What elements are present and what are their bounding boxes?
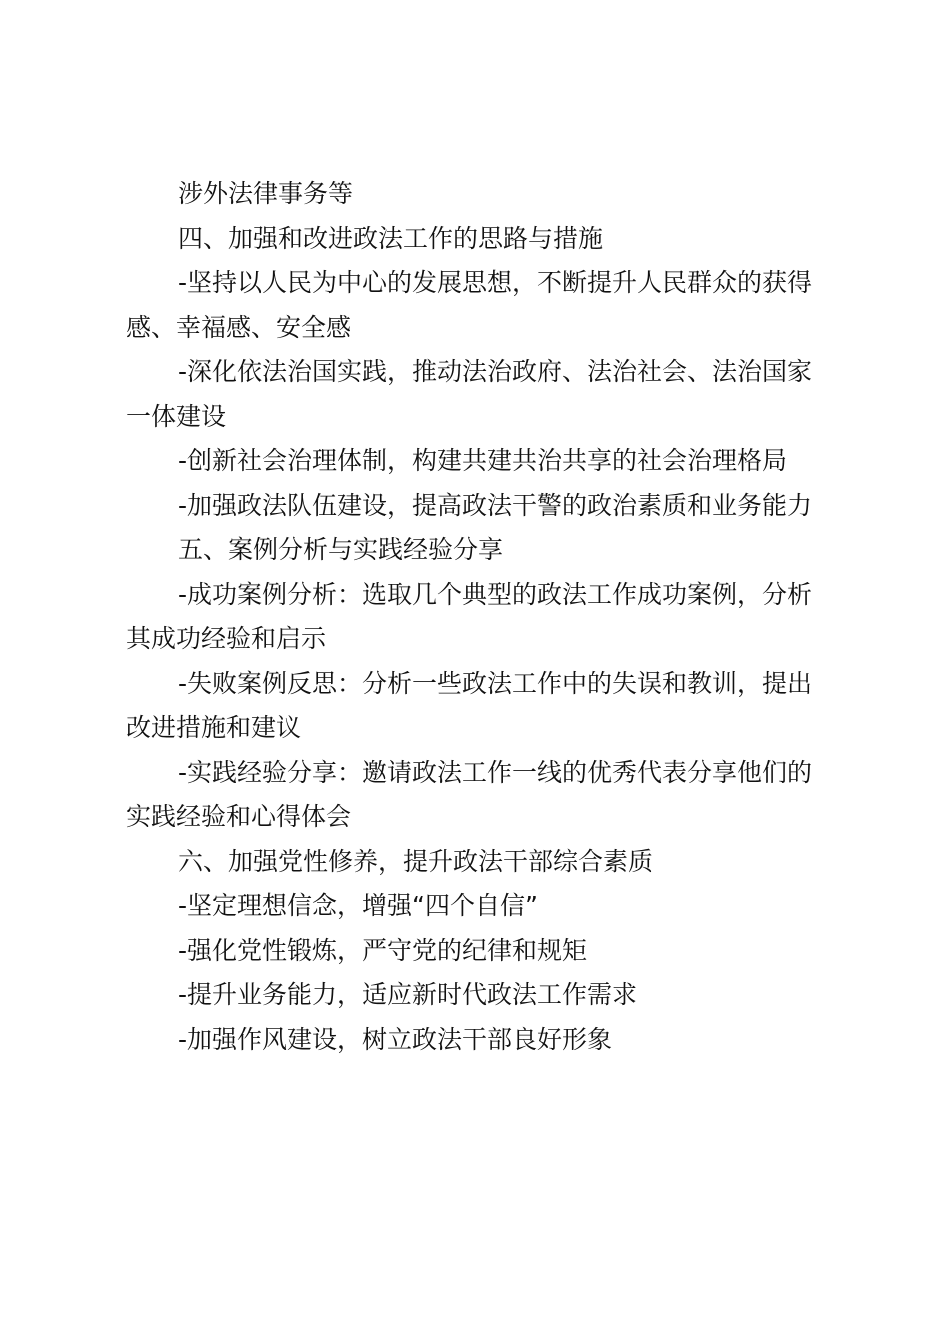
text-line: 涉外法律事务等: [178, 179, 354, 208]
text-line: 改进措施和建议: [126, 713, 302, 742]
text-line: -加强作风建设，树立政法干部良好形象: [178, 1024, 613, 1054]
text-line: -坚持以人民为中心的发展思想，不断提升人民群众的获得: [178, 268, 813, 297]
text-line: 一体建设: [126, 401, 227, 431]
text-line: -坚定理想信念，增强“四个自信”: [178, 891, 538, 920]
section-heading: 六、加强党性修养，提升政法干部综合素质: [178, 846, 654, 876]
text-line: -实践经验分享：邀请政法工作一线的优秀代表分享他们的: [178, 757, 813, 787]
text-line: 感、幸福感、安全感: [126, 312, 352, 342]
text-line: -失败案例反思：分析一些政法工作中的失误和教训，提出: [178, 668, 813, 698]
text-line: 实践经验和心得体会: [126, 802, 352, 831]
section-heading: 四、加强和改进政法工作的思路与措施: [178, 223, 604, 253]
text-line: -创新社会治理体制，构建共建共治共享的社会治理格局: [178, 446, 788, 475]
text-line: -加强政法队伍建设，提高政法干警的政治素质和业务能力: [178, 490, 813, 520]
text-line: -提升业务能力，适应新时代政法工作需求: [178, 980, 638, 1009]
text-line: -强化党性锻炼，严守党的纪律和规矩: [178, 935, 588, 965]
text-line: -深化依法治国实践，推动法治政府、法治社会、法治国家: [178, 357, 813, 386]
document-body: [126, 172, 834, 1062]
section-heading: 五、案例分析与实践经验分享: [178, 535, 504, 564]
text-line: 其成功经验和启示: [126, 624, 327, 653]
text-line: -成功案例分析：选取几个典型的政法工作成功案例，分析: [178, 579, 813, 609]
